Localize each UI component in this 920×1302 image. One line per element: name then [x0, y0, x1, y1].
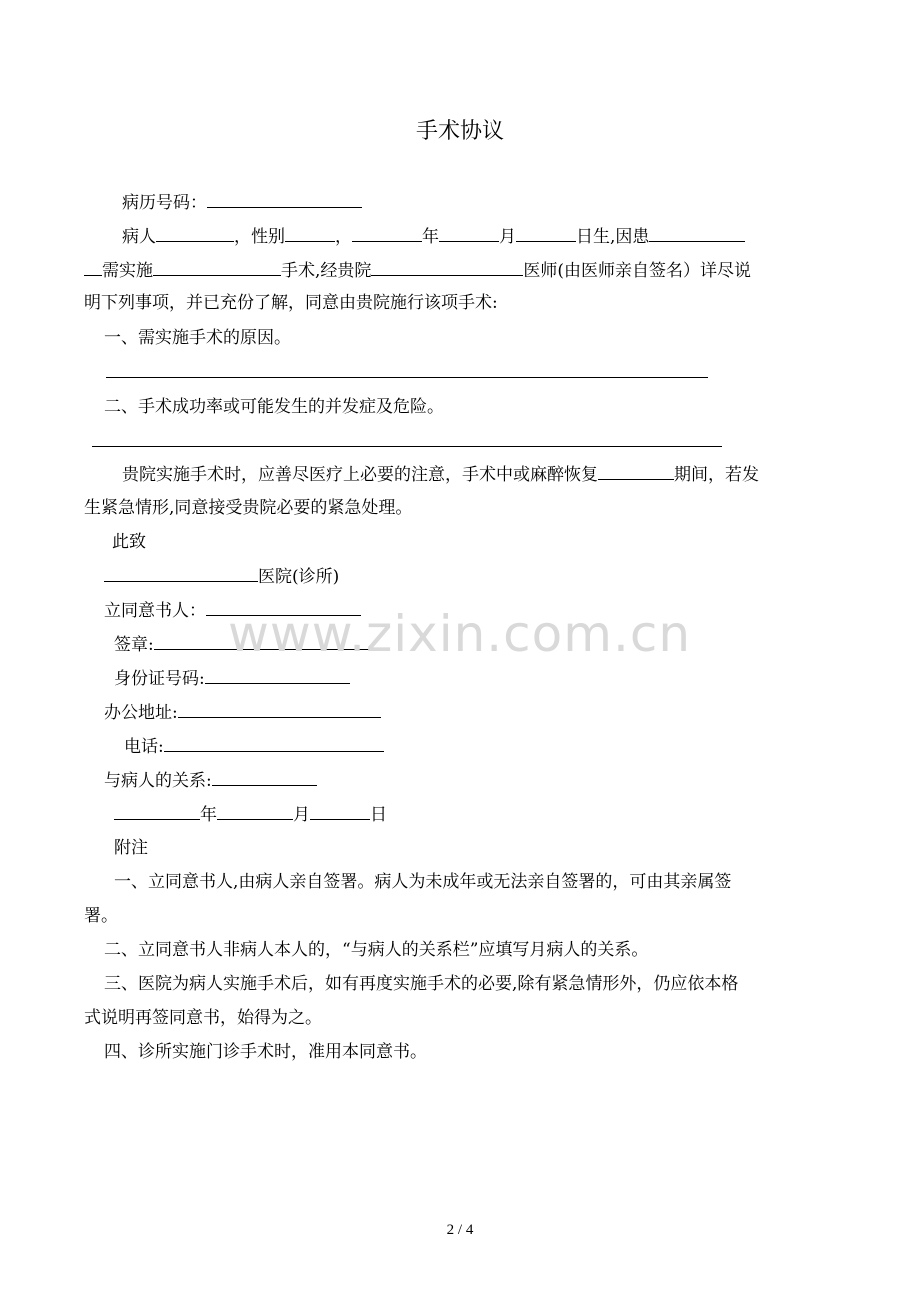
note-2: 二、立同意书人非病人本人的，“与病人的关系栏”应填写月病人的关系。 [104, 940, 649, 960]
sign-month-blank [217, 804, 293, 820]
record-number-blank [207, 192, 362, 208]
emergency-clause-text: 贵院实施手术时，应善尽医疗上必要的注意，手术中或麻醉恢复 [122, 465, 598, 485]
phone-blank [164, 736, 384, 752]
sign-day-label: 日 [370, 805, 387, 825]
diagnosis-blank-continued [84, 260, 102, 276]
note-3-line-1: 三、医院为病人实施手术后，如有再度实施手术的必要,除有紧急情形外，仍应依本格 [104, 974, 739, 994]
item-risk: 二、手术成功率或可能发生的并发症及危险。 [104, 397, 444, 417]
year-label: 年 [422, 227, 439, 247]
id-number-label: 身份证号码: [114, 669, 205, 689]
item-reason: 一、需实施手术的原因。 [104, 328, 291, 348]
emergency-clause-line-1 [122, 464, 759, 485]
signing-date-line [114, 804, 387, 825]
comma-text: ， [335, 227, 352, 247]
patient-info-line-2 [84, 260, 751, 281]
recovery-period-blank [598, 464, 674, 480]
notes-title: 附注 [114, 838, 148, 858]
doctor-label: 医师(由医师亲自签名）详尽说 [523, 261, 752, 281]
id-number-line [114, 668, 350, 689]
sign-day-blank [310, 804, 370, 820]
risk-answer-line [92, 446, 722, 447]
id-number-blank [205, 668, 350, 684]
relation-line [104, 770, 317, 791]
diagnosis-blank [649, 226, 745, 242]
birth-year-blank [352, 226, 422, 242]
phone-line [124, 736, 384, 757]
sign-year-blank [114, 804, 200, 820]
hospital-name-blank [104, 566, 258, 582]
relation-label: 与病人的关系: [104, 771, 212, 791]
patient-name-blank [156, 226, 234, 242]
reason-answer-line [106, 377, 708, 378]
relation-blank [212, 770, 317, 786]
sign-year-label: 年 [200, 805, 217, 825]
document-title: 手术协议 [415, 119, 504, 144]
seal-label: 签章: [114, 635, 154, 655]
surgery-name-blank [153, 260, 281, 276]
emergency-clause-line-2: 生紧急情形,同意接受贵院必要的紧急处理。 [84, 498, 413, 518]
surgery-label: 手术,经贵院 [281, 261, 372, 281]
phone-label: 电话: [124, 737, 164, 757]
sign-month-label: 月 [293, 805, 310, 825]
patient-info-line-3: 明下列事项，并已充份了解，同意由贵院施行该项手术: [84, 293, 498, 313]
birth-month-blank [439, 226, 499, 242]
gender-blank [285, 226, 335, 242]
consenter-label: 立同意书人： [104, 601, 206, 621]
gender-label: ，性别 [234, 227, 285, 247]
emergency-clause-text-2: 期间，若发 [674, 465, 759, 485]
note-1-line-1: 一、立同意书人,由病人亲自签署。病人为未成年或无法亲自签署的，可由其亲属签 [114, 872, 732, 892]
office-address-line [104, 702, 381, 723]
birth-day-blank [516, 226, 576, 242]
patient-info-line-1 [122, 226, 745, 247]
watermark: www.zixin.com.cn [228, 605, 692, 663]
month-label: 月 [499, 227, 516, 247]
patient-label: 病人 [122, 227, 156, 247]
doctor-name-blank [371, 260, 523, 276]
need-label: 需实施 [102, 261, 153, 281]
page-number: 2 / 4 [446, 1222, 474, 1238]
note-4: 四、诊所实施门诊手术时，准用本同意书。 [104, 1042, 427, 1062]
hospital-clinic-label: 医院(诊所) [258, 567, 340, 587]
note-3-line-2: 式说明再签同意书，始得为之。 [84, 1008, 322, 1028]
note-1-line-2: 署。 [84, 906, 118, 926]
office-address-label: 办公地址: [104, 703, 178, 723]
salutation: 此致 [112, 532, 146, 552]
office-address-blank [178, 702, 381, 718]
born-label: 日生,因患 [576, 227, 650, 247]
record-number-label: 病历号码： [122, 193, 207, 213]
record-number-line [122, 192, 362, 213]
hospital-line [104, 566, 339, 587]
